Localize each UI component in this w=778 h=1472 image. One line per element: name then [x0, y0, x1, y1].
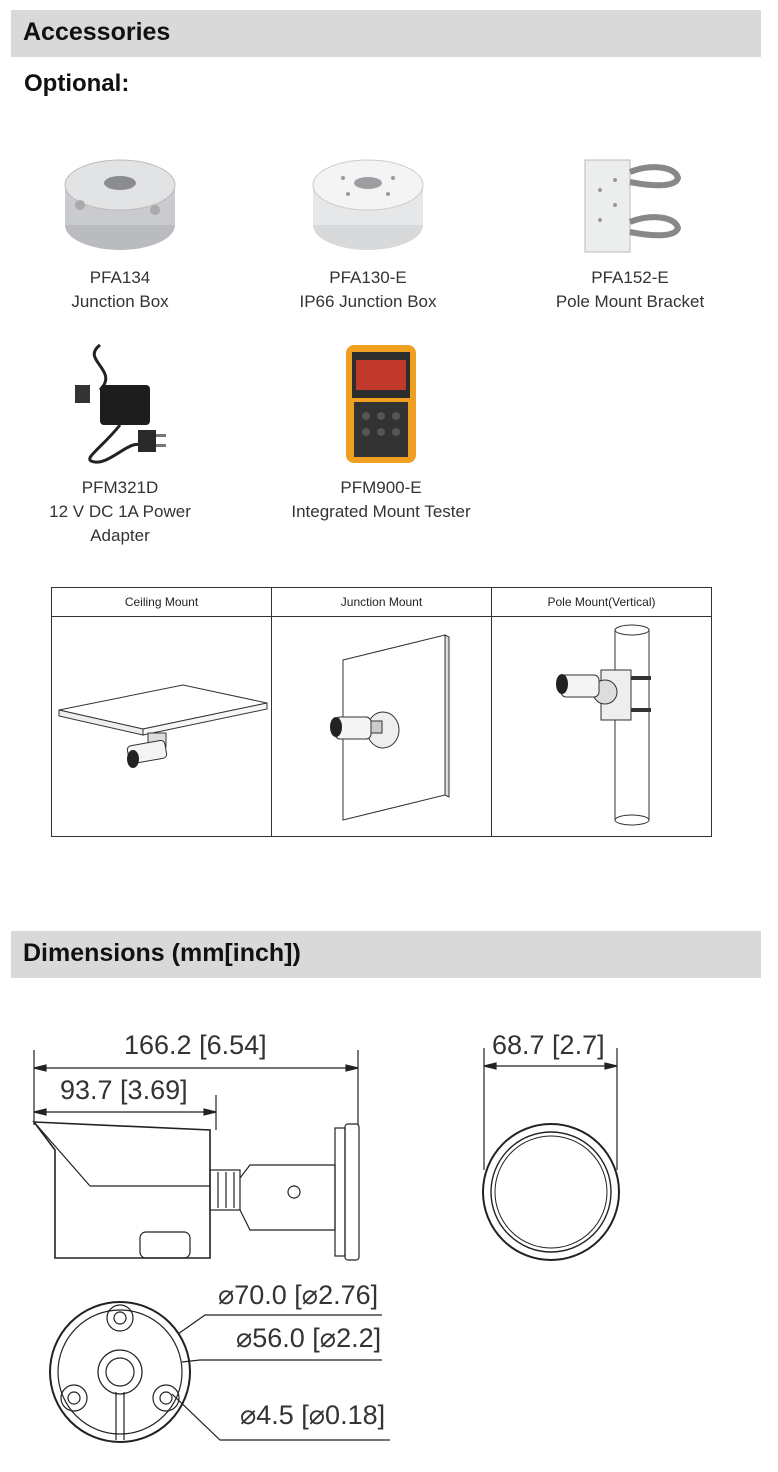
accessory-pfm321d	[40, 330, 200, 548]
table-header-ceiling: Ceiling Mount	[52, 588, 272, 617]
dimensions-section-header	[11, 931, 761, 978]
accessories-section-header	[11, 10, 761, 57]
accessory-description-line1: 12 V DC 1A Power	[49, 502, 191, 521]
junction-mount-illustration	[273, 625, 491, 825]
ceiling-mount-cell	[52, 617, 272, 837]
ceiling-mount-illustration	[53, 655, 271, 795]
accessory-description: Pole Mount Bracket	[555, 292, 705, 311]
accessory-pfa152e	[540, 150, 720, 314]
dimension-base-hole: ⌀4.5 [⌀0.18]	[240, 1400, 386, 1430]
accessory-description-line2: Adapter	[90, 526, 150, 545]
accessory-model: PFM900-E	[340, 478, 422, 497]
table-header-pole: Pole Mount(Vertical)	[492, 588, 712, 617]
accessory-description: Integrated Mount Tester	[291, 502, 471, 521]
mount-options-table	[51, 587, 712, 837]
table-header-junction: Junction Mount	[272, 588, 492, 617]
accessory-model: PFM321D	[81, 478, 159, 497]
ip66-junction-box-icon	[308, 150, 428, 260]
accessory-description: IP66 Junction Box	[299, 292, 437, 311]
mount-tester-icon	[336, 340, 426, 470]
junction-mount-cell	[272, 617, 492, 837]
pole-mount-cell	[492, 617, 712, 837]
accessory-model: PFA130-E	[329, 268, 407, 287]
dimension-base-mid: ⌀56.0 [⌀2.2]	[236, 1323, 382, 1353]
dimension-front-diameter: 68.7 [2.7]	[492, 1030, 605, 1060]
power-adapter-icon	[60, 330, 180, 470]
optional-label: Optional:	[24, 70, 130, 97]
pole-mount-bracket-icon	[570, 150, 690, 260]
dimension-front-length: 93.7 [3.69]	[60, 1075, 188, 1105]
pole-mount-illustration	[493, 620, 711, 830]
accessory-model: PFA152-E	[591, 268, 669, 287]
accessory-pfm900e	[275, 340, 487, 524]
dimension-overall-length: 166.2 [6.54]	[124, 1030, 267, 1060]
accessory-pfa130e	[288, 150, 448, 314]
dimension-base-outer: ⌀70.0 [⌀2.76]	[218, 1280, 379, 1310]
accessory-description: Junction Box	[71, 292, 169, 311]
dimensions-title: Dimensions (mm[inch])	[23, 939, 301, 967]
accessory-model: PFA134	[89, 268, 151, 287]
accessory-pfa134	[40, 150, 200, 314]
accessories-title: Accessories	[23, 18, 171, 46]
junction-box-icon	[60, 150, 180, 260]
